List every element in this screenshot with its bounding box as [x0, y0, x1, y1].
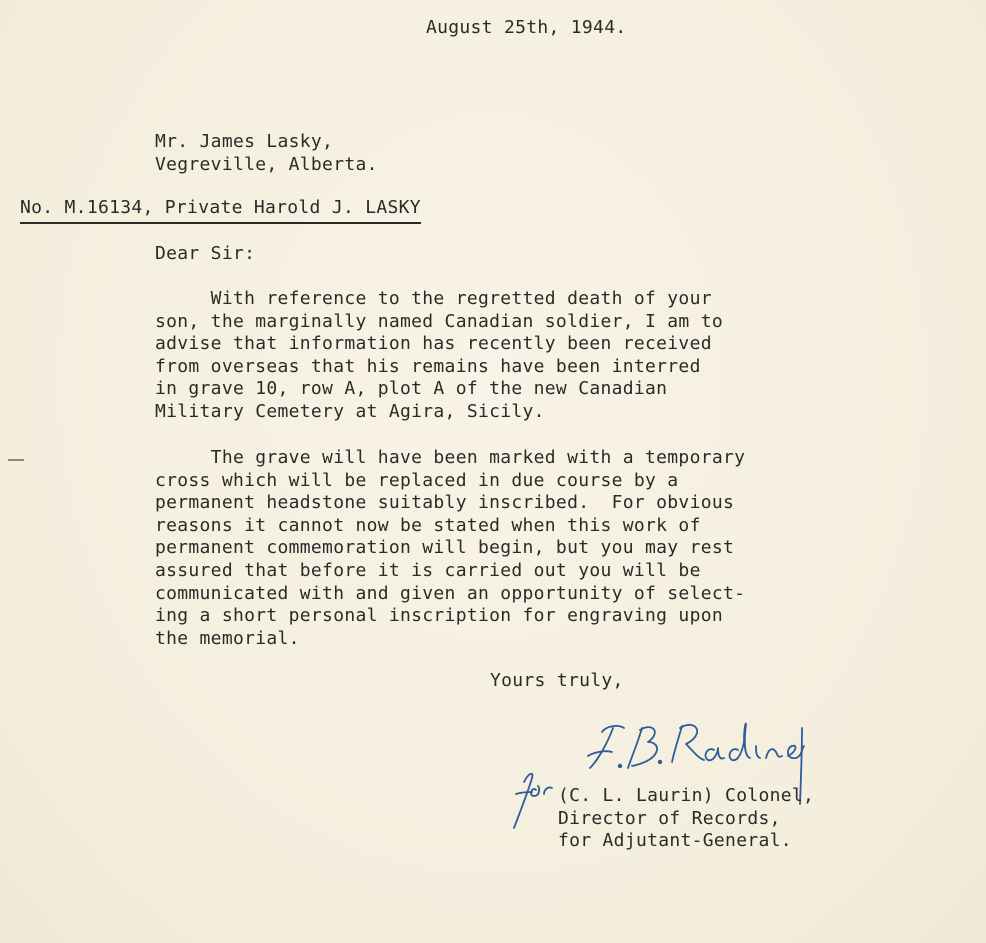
paragraph-line: assured that before it is carried out you will be	[155, 559, 701, 581]
margin-mark	[8, 459, 24, 461]
salutation: Dear Sir:	[155, 243, 256, 264]
paragraph-2	[155, 447, 745, 650]
closing: Yours truly,	[490, 670, 624, 691]
paragraph-line: son, the marginally named Canadian soldier, I am to	[155, 310, 723, 332]
paragraph-line: in grave 10, row A, plot A of the new Canadian	[155, 378, 668, 400]
paragraph-line: reasons it cannot now be stated when this work of	[155, 514, 701, 536]
paragraph-line: With reference to the regretted death of your	[155, 288, 712, 309]
reference-line: No. M.16134, Private Harold J. LASKY	[20, 197, 421, 224]
paragraph-line: from overseas that his remains have been interred	[155, 355, 701, 377]
paragraph-line: ing a short personal inscription for engraving upon	[155, 605, 723, 627]
paragraph-line: communicated with and given an opportunity of select-	[155, 582, 746, 604]
addressee-name: Mr. James Lasky,	[155, 131, 334, 152]
paragraph-line: The grave will have been marked with a temporary	[155, 447, 746, 468]
addressee-location: Vegreville, Alberta.	[155, 153, 378, 175]
letter-date: August 25th, 1944.	[426, 17, 627, 38]
paragraph-line: permanent commemoration will begin, but you may rest	[155, 537, 735, 559]
paragraph-line: permanent headstone suitably inscribed. For obvious	[155, 492, 735, 514]
signature-block	[558, 785, 814, 853]
addressee-block	[155, 131, 378, 176]
paragraph-line: cross which will be replaced in due course by a	[155, 469, 679, 491]
paragraph-1	[155, 288, 723, 424]
paragraph-line: Military Cemetery at Agira, Sicily.	[155, 400, 545, 422]
signatory-title: Director of Records,	[558, 807, 781, 829]
signatory-name: (C. L. Laurin) Colonel,	[558, 785, 815, 806]
paragraph-line: advise that information has recently been received	[155, 333, 712, 355]
signatory-office: for Adjutant-General.	[558, 830, 792, 852]
paragraph-line: the memorial.	[155, 627, 300, 649]
